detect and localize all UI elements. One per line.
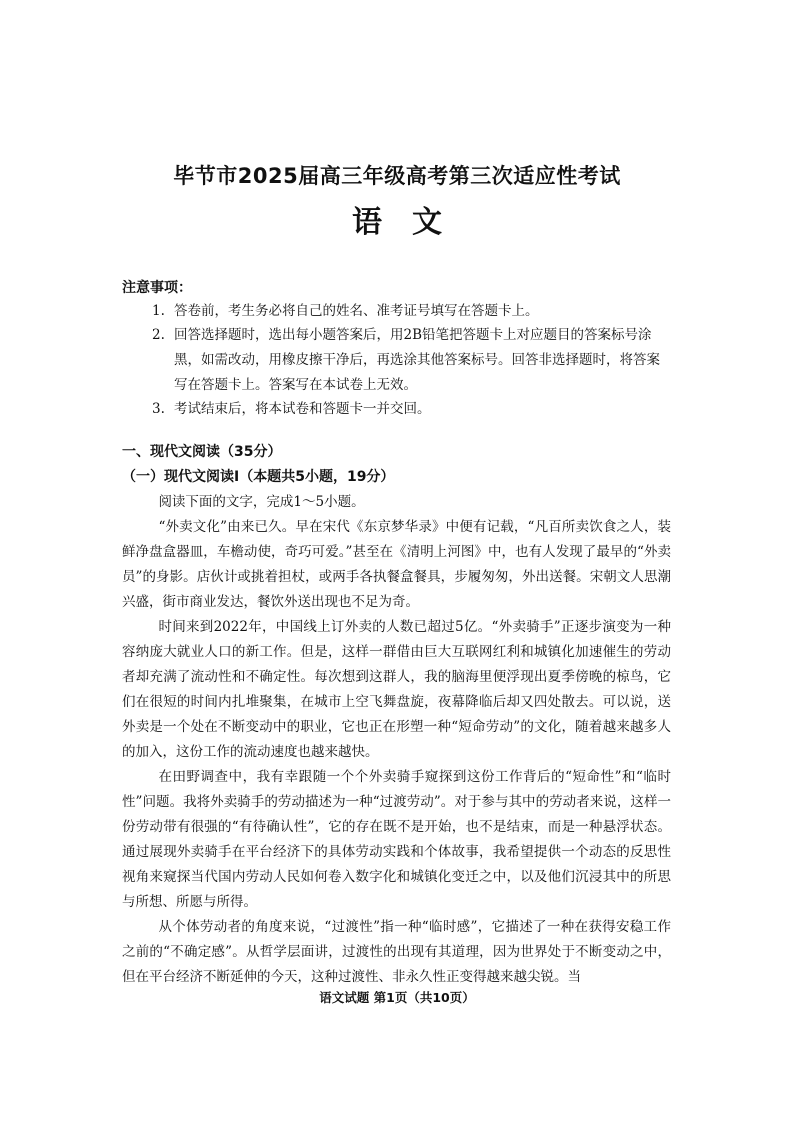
note-text: 回答选择题时，选出每小题答案后，用2B铅笔把答题卡上对应题目的答案标号涂黑，如需改动，用橡皮擦干净后，再选涂其他答案标号。回答非选择题时，将答案写在答题卡上。答案写在本试卷上无效。 bbox=[174, 327, 660, 393]
passage-paragraph: 从个体劳动者的角度来说，“过渡性”指一种“临时感”，它描述了一种在获得安稳工作之前的“不确定感”。从哲学层面讲，过渡性的出现有其道理，因为世界处于不断变动之中，但在平台经济不断延伸的今天，这种过渡性、非永久性正变得越来越尖锐。当 bbox=[122, 919, 671, 985]
subsection-heading: （一）现代文阅读Ⅰ（本题共5小题，19分） bbox=[122, 469, 395, 485]
note-number: 2. bbox=[152, 327, 165, 343]
page-footer: 语文试题 第1页（共10页） bbox=[319, 990, 475, 1005]
note-text: 考试结束后，将本试卷和答题卡一并交回。 bbox=[174, 401, 431, 417]
note-number: 3. bbox=[152, 401, 165, 417]
note-item bbox=[152, 299, 672, 324]
notes-heading: 注意事项： bbox=[122, 280, 192, 296]
passage-paragraph: 时间来到2022年，中国线上订外卖的人数已超过5亿。“外卖骑手”正逐步演变为一种容纳庞大就业人口的新工作。但是，这样一群借由巨大互联网红利和城镇化加速催生的劳动者却充满了流动性和不确定性。每次想到这群人，我的脑海里便浮现出夏季傍晚的椋鸟，它们在很短的时间内扎堆聚集，在城市上空飞舞盘旋，夜幕降临后却又四处散去。可以说，送外卖是一个处在不断变动中的职业，它也正在形塑一种“短命劳动”的文化，随着越来越多人的加入，这份工作的流动速度也越来越快。 bbox=[122, 619, 671, 760]
note-item bbox=[152, 323, 672, 398]
reading-passage bbox=[122, 490, 671, 990]
section-heading: 一、现代文阅读（35分） bbox=[122, 444, 282, 460]
passage-paragraph: “外卖文化”由来已久。早在宋代《东京梦华录》中便有记载，“凡百所卖饮食之人，装鲜净盘盒器皿，车檐动使，奇巧可爱。”甚至在《清明上河图》中，也有人发现了最早的“外卖员”的身影。店伙计或挑着担杖，或两手各执餐盒餐具，步履匆匆，外出送餐。宋朝文人思潮兴盛，街市商业发达，餐饮外送出现也不足为奇。 bbox=[122, 519, 671, 610]
exam-title: 毕节市2025届高三年级高考第三次适应性考试 bbox=[173, 164, 621, 188]
note-item bbox=[152, 397, 672, 422]
passage-instruction: 阅读下面的文字，完成1～5小题。 bbox=[158, 494, 365, 510]
passage-paragraph: 在田野调查中，我有幸跟随一个个外卖骑手窥探到这份工作背后的“短命性”和“临时性”问题。我将外卖骑手的劳动描述为一种“过渡劳动”。对于参与其中的劳动者来说，这样一份劳动带有很强的“有待确认性”，它的存在既不是开始，也不是结束，而是一种悬浮状态。通过展现外卖骑手在平台经济下的具体劳动实践和个体故事，我希望提供一个动态的反思性视角来窥探当代国内劳动人民如何卷入数字化和城镇化变迁之中，以及他们沉浸其中的所思与所想、所愿与所得。 bbox=[122, 769, 671, 910]
subject-title: 语文 bbox=[352, 205, 472, 240]
note-number: 1. bbox=[152, 303, 165, 319]
note-text: 答卷前，考生务必将自己的姓名、准考证号填写在答题卡上。 bbox=[174, 303, 539, 319]
